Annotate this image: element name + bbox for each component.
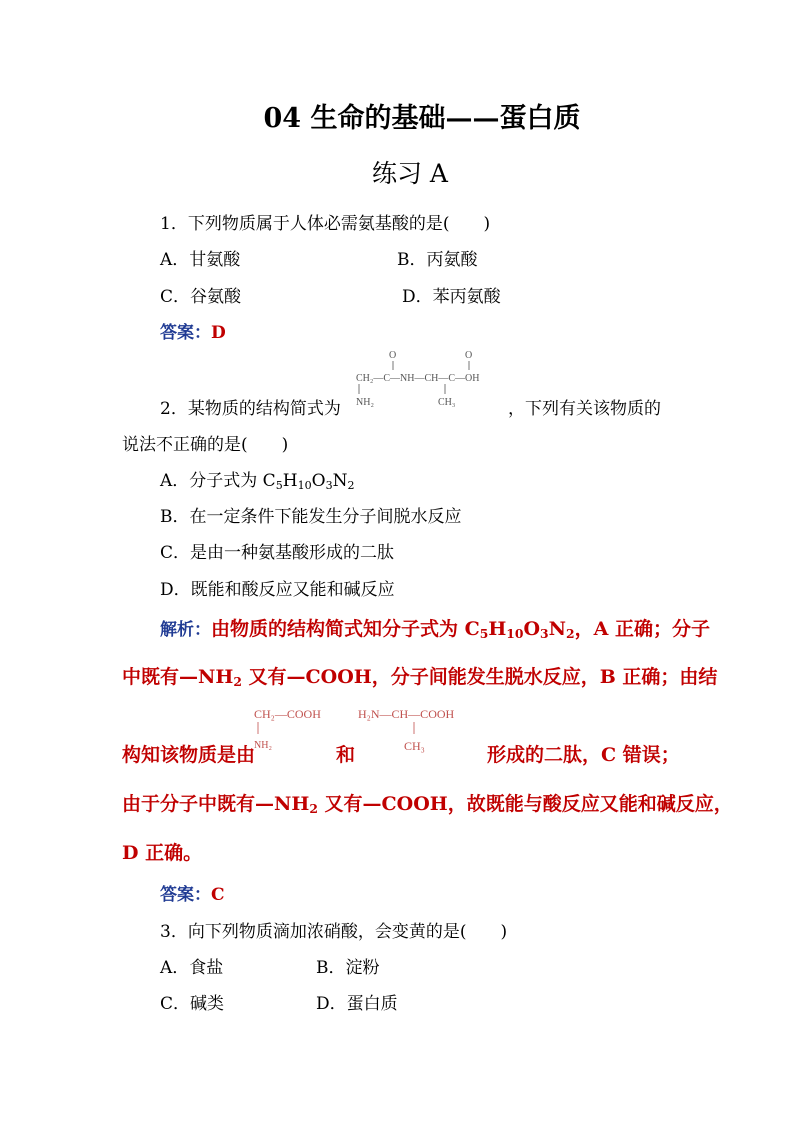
q2-analysis-line3c: 形成的二肽，C 错误； bbox=[487, 744, 680, 766]
q2-analysis-line3b: 和 bbox=[336, 744, 356, 766]
q1-option-d: D．苯丙氨酸 bbox=[402, 287, 501, 307]
formula-main-chain: CH₂—C—NH—CH—C—OH bbox=[356, 373, 480, 384]
answer-value: D bbox=[211, 323, 226, 343]
q1-answer bbox=[160, 318, 226, 343]
q3-option-c: C．碱类 bbox=[160, 994, 225, 1014]
analysis-label: 解析： bbox=[160, 620, 211, 640]
q2-analysis-line5: D 正确。 bbox=[122, 842, 203, 864]
formula-o-2: O bbox=[465, 350, 473, 361]
q2-stem-part2: ，下列有关该物质的 bbox=[508, 399, 661, 419]
glycine-chain: CH₂—COOH bbox=[254, 707, 321, 721]
q2-stem-part3: 说法不正确的是( ) bbox=[122, 435, 289, 455]
page-subtitle: 练习 A bbox=[371, 159, 448, 188]
q3-option-b: B．淀粉 bbox=[316, 958, 380, 978]
q1-stem: 1．下列物质属于人体必需氨基酸的是( ) bbox=[160, 214, 491, 234]
page-title: 04 生命的基础——蛋白质 bbox=[263, 103, 581, 134]
q2-option-c: C．是由一种氨基酸形成的二肽 bbox=[160, 543, 395, 563]
q2-analysis-line4: 由于分子中既有$—NH_2$ 又有—COOH，故既能与酸反应又能和碱反应， bbox=[122, 793, 733, 817]
structural-formula-alanine bbox=[356, 700, 496, 756]
q2-option-d: D．既能和酸反应又能和碱反应 bbox=[160, 580, 395, 600]
formula-nh2: NH₂ bbox=[356, 397, 374, 408]
q3-stem: 3．向下列物质滴加浓硝酸，会变黄的是( ) bbox=[160, 922, 508, 942]
structural-formula-glycine bbox=[250, 702, 350, 752]
q2-analysis-line3a: 构知该物质是由 bbox=[122, 744, 256, 766]
q2-analysis-line2: 中既有$—NH_2$ 又有—COOH，分子间能发生脱水反应，B 正确；由结 bbox=[122, 666, 718, 690]
alanine-ch3: CH₃ bbox=[404, 739, 425, 753]
q2-analysis-line1: 解析：由物质的结构简式知分子式为 $C_5H_{10}O_3N_2$，A 正确；分子 bbox=[160, 618, 710, 642]
alanine-chain: H₂N—CH—COOH bbox=[358, 707, 455, 721]
formula-ch3: CH₃ bbox=[438, 397, 456, 408]
answer-label: 答案： bbox=[160, 885, 211, 905]
q2-answer bbox=[160, 880, 225, 905]
q2-option-b: B．在一定条件下能发生分子间脱水反应 bbox=[160, 507, 462, 527]
glycine-nh2: NH₂ bbox=[254, 740, 272, 751]
q1-option-b: B．丙氨酸 bbox=[397, 250, 478, 270]
answer-value: C bbox=[211, 885, 225, 905]
formula-o-1: O bbox=[389, 350, 397, 361]
q1-option-a: A．甘氨酸 bbox=[160, 250, 241, 270]
q3-option-d: D．蛋白质 bbox=[316, 994, 398, 1014]
structural-formula-dipeptide bbox=[352, 346, 512, 410]
q1-option-c: C．谷氨酸 bbox=[160, 287, 242, 307]
q2-option-a: A．分子式为 $C_5H_{10}O_3N_2$ bbox=[160, 471, 355, 492]
answer-label: 答案： bbox=[160, 323, 211, 343]
q3-option-a: A．食盐 bbox=[160, 958, 224, 978]
q2-stem-part1: 2．某物质的结构简式为 bbox=[160, 399, 341, 419]
